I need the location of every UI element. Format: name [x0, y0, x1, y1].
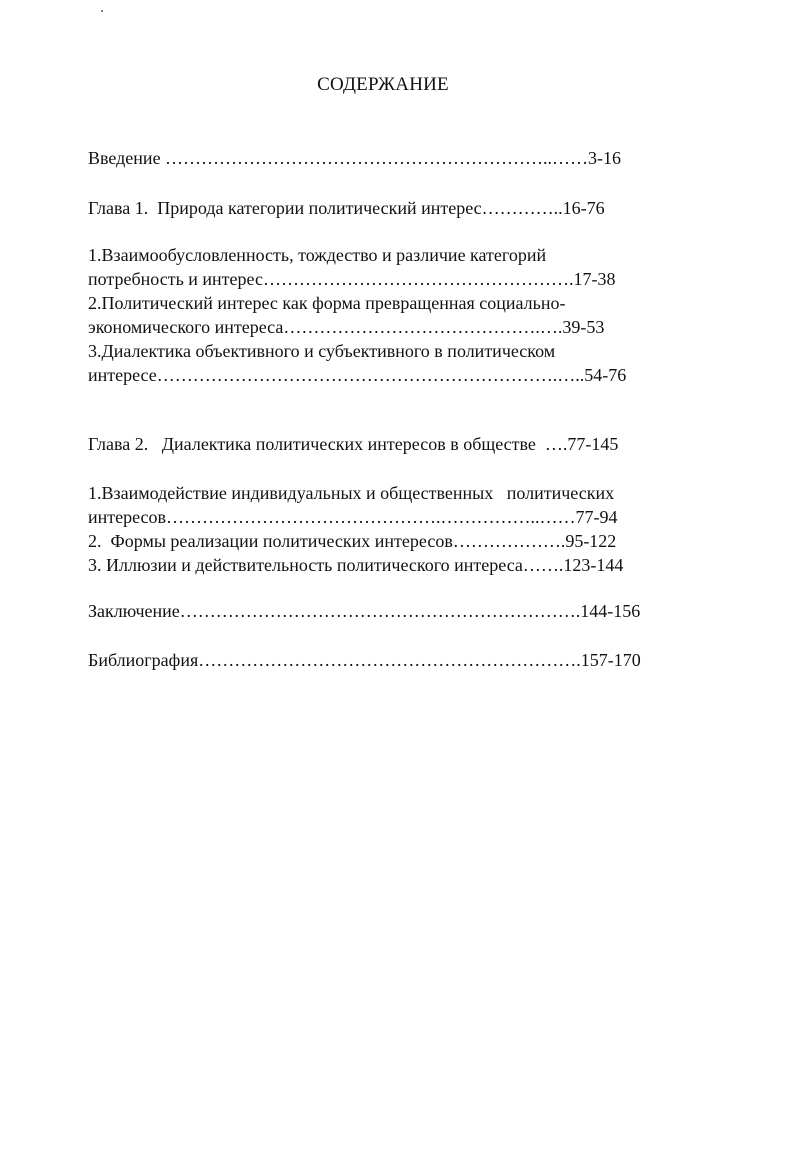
scan-speck [101, 10, 103, 12]
toc-entry-bibliography: Библиография……………………………………………………….157-170 [88, 650, 641, 670]
toc-entry-section-2-3: 3. Иллюзии и действительность политического интереса…….123-144 [88, 555, 624, 575]
toc-entry-section-2-1-line-2: интересов……………………………………….……………..……77-94 [88, 507, 618, 527]
page-title: СОДЕРЖАНИЕ [317, 74, 449, 95]
toc-entry-section-1-1-line-1: 1.Взаимообусловленность, тождество и различие категорий [88, 245, 547, 265]
toc-entry-section-1-3-line-1: 3.Диалектика объективного и субъективного в политическом [88, 341, 556, 361]
toc-entry-introduction: Введение ………………………………………………………..……3-16 [88, 148, 622, 168]
toc-entry-chapter-2: Глава 2. Диалектика политических интересов в обществе ….77-145 [88, 434, 619, 454]
toc-entry-section-2-1-line-1: 1.Взаимодействие индивидуальных и общественных политических [88, 483, 615, 503]
toc-entry-section-1-3-line-2: интересе………………………………………………………….…..54-76 [88, 365, 627, 385]
toc-entry-section-2-2: 2. Формы реализации политических интересов……………….95-122 [88, 531, 617, 551]
toc-entry-conclusion: Заключение………………………………………………………….144-156 [88, 601, 641, 621]
toc-entry-section-1-2-line-2: экономического интереса…………………………………….….39-53 [88, 317, 605, 337]
toc-entry-section-1-1-line-2: потребность и интерес…………………………………………….17-38 [88, 269, 616, 289]
toc-entry-chapter-1: Глава 1. Природа категории политический интерес…………..16-76 [88, 198, 605, 218]
toc-entry-section-1-2-line-1: 2.Политический интерес как форма превращенная социально- [88, 293, 566, 313]
